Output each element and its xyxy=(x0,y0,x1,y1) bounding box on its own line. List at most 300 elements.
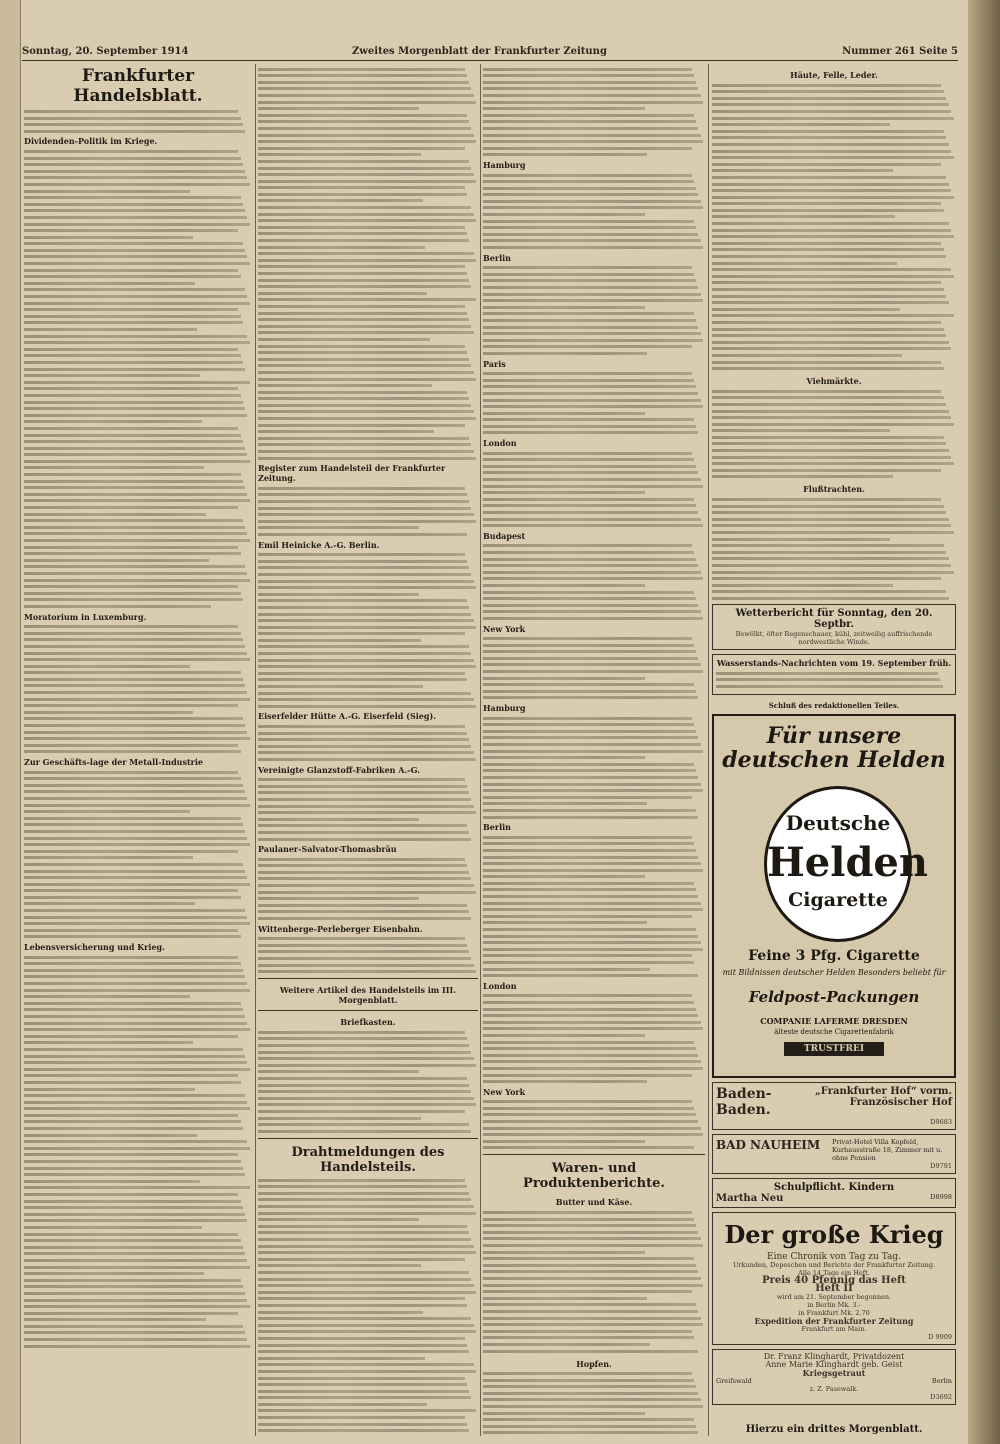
text-line xyxy=(483,1412,645,1415)
krieg-price: Preis 40 Pfennig das Heft xyxy=(762,1275,906,1287)
text-line xyxy=(712,511,946,514)
text-line xyxy=(483,809,696,812)
text-line xyxy=(24,678,243,681)
text-line xyxy=(483,339,703,342)
text-line xyxy=(712,110,951,113)
article-text xyxy=(712,84,956,371)
article-heading: Dividenden-Politik im Kriege. xyxy=(24,136,158,147)
text-line xyxy=(258,312,467,315)
text-line xyxy=(258,778,465,781)
text-line xyxy=(483,1277,701,1280)
text-line xyxy=(24,190,190,193)
text-line xyxy=(483,802,647,805)
text-line xyxy=(24,1259,247,1262)
text-line xyxy=(24,1094,245,1097)
text-line xyxy=(258,199,423,202)
text-line xyxy=(483,888,696,891)
text-line xyxy=(712,248,944,251)
text-line xyxy=(258,1077,467,1080)
text-line xyxy=(483,1014,698,1017)
intro-text xyxy=(24,110,252,133)
krieg-title: Der große Krieg xyxy=(724,1220,944,1250)
baden-right: „Frankfurter Hof“ vorm. Französischer Hof xyxy=(815,1086,952,1109)
schule-advertisement xyxy=(712,1178,956,1208)
text-line xyxy=(258,665,476,668)
text-line xyxy=(483,597,696,600)
text-line xyxy=(24,1272,204,1275)
text-line xyxy=(258,206,471,209)
text-line xyxy=(483,266,692,269)
text-line xyxy=(258,101,476,104)
text-line xyxy=(258,1409,476,1412)
text-line xyxy=(24,123,243,126)
text-line xyxy=(24,1081,241,1084)
text-line xyxy=(258,1403,427,1406)
article-text xyxy=(712,498,956,600)
text-line xyxy=(24,737,250,740)
text-line xyxy=(712,403,946,406)
text-line xyxy=(24,117,241,120)
text-line xyxy=(258,858,465,861)
text-line xyxy=(483,670,703,673)
text-line xyxy=(483,299,703,302)
text-line xyxy=(483,1074,692,1077)
text-line xyxy=(24,1074,238,1077)
text-line xyxy=(712,196,954,199)
text-line xyxy=(258,970,476,973)
text-line xyxy=(483,220,694,223)
text-line xyxy=(24,863,243,866)
text-line xyxy=(24,771,238,774)
text-line xyxy=(24,784,243,787)
text-line xyxy=(258,173,474,176)
nauheim-title: BAD NAUHEIM xyxy=(716,1138,821,1153)
text-line xyxy=(483,968,650,971)
text-line xyxy=(24,302,250,305)
text-line xyxy=(483,750,703,753)
text-line xyxy=(483,1047,696,1050)
text-line xyxy=(712,590,946,593)
text-line xyxy=(258,107,419,110)
text-line xyxy=(24,434,241,437)
cigarette-price: Feine 3 Pfg. Cigarette xyxy=(748,948,920,965)
text-line xyxy=(258,632,465,635)
family-code: D3692 xyxy=(930,1393,952,1402)
text-line xyxy=(258,553,465,556)
text-line xyxy=(483,1398,701,1401)
nauheim-advertisement xyxy=(712,1134,956,1174)
text-line xyxy=(483,736,698,739)
text-line xyxy=(24,565,245,568)
text-line xyxy=(483,134,701,137)
text-line xyxy=(483,776,698,779)
article-text xyxy=(483,174,705,250)
article-heading: Hamburg xyxy=(483,703,526,714)
text-line xyxy=(712,84,941,87)
text-line xyxy=(24,157,241,160)
text-line xyxy=(483,431,698,434)
text-line xyxy=(258,897,419,900)
text-line xyxy=(24,645,245,648)
text-line xyxy=(483,1425,696,1428)
text-line xyxy=(483,306,645,309)
text-line xyxy=(712,215,895,218)
text-line xyxy=(483,564,698,567)
text-line xyxy=(712,498,941,501)
text-line xyxy=(24,480,243,483)
text-line xyxy=(24,698,250,701)
text-line xyxy=(483,491,645,494)
text-line xyxy=(483,921,647,924)
text-line xyxy=(258,751,474,754)
text-line xyxy=(258,672,465,675)
text-line xyxy=(483,326,698,329)
text-line xyxy=(258,1090,471,1093)
text-line xyxy=(483,273,694,276)
text-line xyxy=(24,902,195,905)
text-line xyxy=(483,796,692,799)
text-line xyxy=(712,90,944,93)
text-line xyxy=(24,989,250,992)
text-line xyxy=(483,1146,694,1149)
text-line xyxy=(258,1192,469,1195)
text-line xyxy=(258,180,476,183)
text-line xyxy=(258,1344,467,1347)
text-line xyxy=(712,136,946,139)
text-line xyxy=(24,236,193,239)
text-line xyxy=(483,941,701,944)
divider xyxy=(258,978,478,979)
text-line xyxy=(258,910,469,913)
text-line xyxy=(258,725,465,728)
article-heading: Paulaner-Salvator-Thomasbräu xyxy=(258,844,397,855)
text-line xyxy=(712,235,954,238)
text-line xyxy=(258,417,476,420)
column-2 xyxy=(258,64,478,1436)
text-line xyxy=(483,650,696,653)
text-line xyxy=(716,685,943,688)
text-line xyxy=(712,209,944,212)
text-line xyxy=(24,163,243,166)
text-line xyxy=(258,1097,474,1100)
text-line xyxy=(24,916,247,919)
text-line xyxy=(258,1304,467,1307)
text-line xyxy=(258,493,467,496)
text-line xyxy=(24,665,190,668)
article-text xyxy=(258,937,478,973)
text-line xyxy=(24,1331,245,1334)
text-line xyxy=(483,352,647,355)
text-line xyxy=(258,758,476,761)
nauheim-text: Privat-Hotel Villa Kopfeld, Kurhausstraße 18, Zimmer mit u. ohne Pension xyxy=(832,1138,943,1163)
text-line xyxy=(24,1252,245,1255)
text-line xyxy=(712,156,954,159)
text-line xyxy=(258,1044,469,1047)
article-text xyxy=(258,858,478,920)
text-line xyxy=(258,1291,476,1294)
text-line xyxy=(24,830,245,833)
text-line xyxy=(258,457,476,460)
badge-top: Deutsche xyxy=(785,811,891,836)
text-line xyxy=(712,189,951,192)
text-line xyxy=(258,1416,465,1419)
text-line xyxy=(258,134,474,137)
text-line xyxy=(483,789,703,792)
text-line xyxy=(716,672,938,675)
text-line xyxy=(258,298,476,301)
text-line xyxy=(258,1350,469,1353)
text-line xyxy=(716,678,940,681)
text-line xyxy=(712,183,949,186)
text-line xyxy=(24,414,247,417)
krieg-code: D 9909 xyxy=(928,1333,952,1342)
text-line xyxy=(258,1225,467,1228)
text-line xyxy=(258,167,471,170)
text-line xyxy=(483,895,698,898)
text-line xyxy=(24,750,241,753)
text-line xyxy=(24,546,238,549)
text-line xyxy=(24,856,193,859)
text-line xyxy=(483,200,701,203)
text-line xyxy=(24,407,245,410)
text-line xyxy=(24,255,247,258)
text-line xyxy=(258,232,467,235)
text-line xyxy=(258,1330,476,1333)
text-line xyxy=(258,279,469,282)
weather-text: Bewölkt, öfter Regenschauer, kühl, zeitweilig auffrischende nordwestliche Winde. xyxy=(735,629,933,646)
text-line xyxy=(712,262,897,265)
text-line xyxy=(258,1198,471,1201)
text-line xyxy=(258,285,471,288)
text-line xyxy=(258,1051,471,1054)
text-line xyxy=(483,849,696,852)
text-line xyxy=(483,730,696,733)
text-line xyxy=(483,558,696,561)
text-line xyxy=(24,1147,250,1150)
text-line xyxy=(24,823,243,826)
article-text xyxy=(483,544,705,620)
text-line xyxy=(258,239,469,242)
text-line xyxy=(258,937,465,940)
text-line xyxy=(24,1041,193,1044)
text-line xyxy=(24,625,238,628)
text-line xyxy=(483,1310,698,1313)
text-line xyxy=(24,348,238,351)
text-line xyxy=(712,176,946,179)
text-line xyxy=(712,288,944,291)
text-line xyxy=(258,331,474,334)
text-line xyxy=(258,507,471,510)
text-line xyxy=(24,605,211,608)
previous-page-edge xyxy=(0,0,21,1444)
text-line xyxy=(24,975,245,978)
text-line xyxy=(483,465,696,468)
text-line xyxy=(483,882,694,885)
text-line xyxy=(258,1278,471,1281)
text-line xyxy=(24,526,245,529)
text-line xyxy=(712,429,890,432)
text-line xyxy=(24,1015,245,1018)
text-line xyxy=(24,176,247,179)
text-line xyxy=(24,797,247,800)
text-line xyxy=(24,1193,238,1196)
text-line xyxy=(24,929,238,932)
text-line xyxy=(258,1258,465,1261)
text-line xyxy=(483,1385,696,1388)
text-line xyxy=(483,875,645,878)
text-line xyxy=(24,374,200,377)
text-line xyxy=(24,295,247,298)
text-line xyxy=(24,1022,247,1025)
text-line xyxy=(24,572,247,575)
briefkasten-heading: Briefkasten. xyxy=(340,1017,396,1028)
text-line xyxy=(24,196,241,199)
article-heading: London xyxy=(483,980,517,991)
text-line xyxy=(483,577,703,580)
text-line xyxy=(258,811,476,814)
text-line xyxy=(483,87,698,90)
text-line xyxy=(258,120,469,123)
text-line xyxy=(483,856,698,859)
text-line xyxy=(258,1231,469,1234)
text-line xyxy=(483,1418,694,1421)
article-text xyxy=(258,725,478,761)
text-line xyxy=(24,909,245,912)
text-line xyxy=(712,564,951,567)
text-line xyxy=(24,982,247,985)
text-line xyxy=(258,358,469,361)
text-line xyxy=(483,213,645,216)
article-text xyxy=(483,1100,705,1149)
krieg-place: Frankfurt am Main. xyxy=(801,1325,867,1334)
text-line xyxy=(483,1027,703,1030)
article-text xyxy=(258,778,478,840)
text-line xyxy=(24,513,206,516)
text-line xyxy=(483,405,703,408)
text-line xyxy=(24,658,250,661)
text-line xyxy=(258,272,467,275)
text-line xyxy=(483,399,701,402)
text-line xyxy=(258,219,476,222)
text-line xyxy=(258,950,469,953)
text-line xyxy=(483,127,698,130)
text-line xyxy=(24,130,245,133)
text-line xyxy=(712,222,949,225)
text-line xyxy=(483,180,694,183)
article-text xyxy=(712,390,956,479)
text-line xyxy=(24,519,243,522)
article-text xyxy=(24,956,252,1348)
text-line xyxy=(712,328,944,331)
text-line xyxy=(258,877,471,880)
text-line xyxy=(483,769,696,772)
text-line xyxy=(24,1213,245,1216)
text-line xyxy=(483,1067,703,1070)
text-line xyxy=(24,453,247,456)
text-line xyxy=(483,1336,694,1339)
text-line xyxy=(712,103,949,106)
text-line xyxy=(258,305,465,308)
text-line xyxy=(258,1377,465,1380)
text-line xyxy=(483,783,701,786)
text-line xyxy=(712,524,951,527)
text-line xyxy=(258,265,465,268)
text-line xyxy=(258,371,474,374)
krieg-expedition: Expedition der Frankfurter Zeitung xyxy=(754,1316,914,1327)
text-line xyxy=(24,1206,243,1209)
text-line xyxy=(258,1070,419,1073)
article-heading: Budapest xyxy=(483,530,526,541)
article-heading: Register zum Handelsteil der Frankfurter Zeitung. xyxy=(258,463,446,484)
text-line xyxy=(24,328,197,331)
text-line xyxy=(24,638,243,641)
article-text xyxy=(24,771,252,939)
text-line xyxy=(24,889,238,892)
text-line xyxy=(24,368,245,371)
text-line xyxy=(258,68,465,71)
text-line xyxy=(258,213,474,216)
article-heading: Berlin xyxy=(483,252,511,263)
text-line xyxy=(24,724,245,727)
article-heading: Wittenberge-Perleberger Eisenbahn. xyxy=(258,923,423,934)
article-heading: Paris xyxy=(483,358,506,369)
text-line xyxy=(258,791,469,794)
text-line xyxy=(712,416,951,419)
text-line xyxy=(258,586,476,589)
text-line xyxy=(712,255,946,258)
text-line xyxy=(712,143,949,146)
drahtmeldungen-heading: Drahtmeldungen des Handelsteils. xyxy=(291,1144,445,1175)
text-line xyxy=(483,412,645,415)
text-line xyxy=(24,790,245,793)
baden-code: D9683 xyxy=(930,1118,952,1127)
text-line xyxy=(483,617,703,620)
text-line xyxy=(483,226,696,229)
text-line xyxy=(258,745,471,748)
text-line xyxy=(258,580,474,583)
text-line xyxy=(712,169,893,172)
krieg-date: wird am 21. September begonnen. xyxy=(776,1293,892,1302)
text-line xyxy=(483,1133,703,1136)
text-line xyxy=(24,850,238,853)
column-rule xyxy=(480,64,481,1436)
baden-left: Baden-Baden. xyxy=(716,1086,772,1119)
text-line xyxy=(258,252,474,255)
text-line xyxy=(24,744,238,747)
text-line xyxy=(24,1233,238,1236)
text-line xyxy=(712,584,893,587)
text-line xyxy=(24,460,250,463)
footer-note: Hierzu ein drittes Morgenblatt. xyxy=(745,1424,923,1435)
book-binding-edge xyxy=(968,0,1000,1444)
text-line xyxy=(24,935,241,938)
text-line xyxy=(258,917,471,920)
text-line xyxy=(483,717,692,720)
text-line xyxy=(24,592,241,595)
text-line xyxy=(483,974,698,977)
column-1 xyxy=(24,64,252,1436)
text-line xyxy=(483,107,645,110)
text-line xyxy=(483,74,694,77)
text-line xyxy=(24,506,238,509)
text-line xyxy=(258,246,425,249)
text-line xyxy=(483,193,698,196)
text-line xyxy=(712,557,949,560)
column-4 xyxy=(712,64,956,1436)
text-line xyxy=(24,229,238,232)
text-line xyxy=(24,282,195,285)
text-line xyxy=(483,1405,703,1408)
